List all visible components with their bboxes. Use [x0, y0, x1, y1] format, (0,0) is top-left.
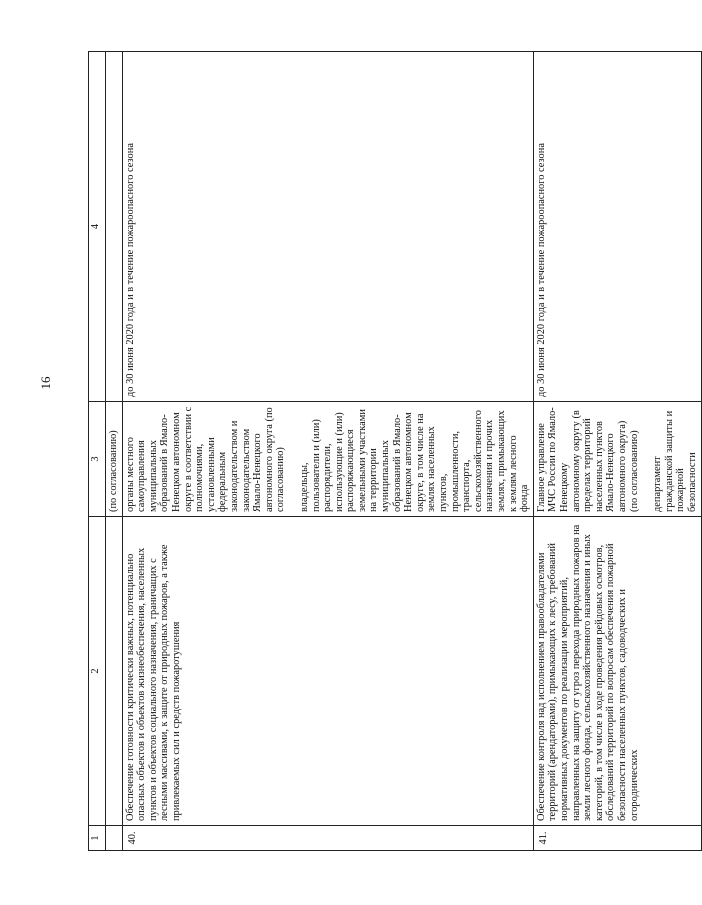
cell-empty	[106, 52, 123, 402]
header-col-4: 4	[89, 52, 106, 402]
header-col-1: 1	[89, 826, 106, 851]
row-deadline: до 30 июня 2020 года и в течение пожароопасного сезона	[533, 52, 701, 402]
measures-table	[88, 51, 702, 851]
table-row-continued	[106, 52, 123, 851]
page-number: 16	[38, 376, 53, 390]
row-description: Обеспечение готовности критически важных, потенциально опасных объектов и объектов жизнеобеспечения, населенных пунктов и объектов социального назначения, граничащих с лесными массивами, к защите от природных пожаров, а также привлекаемых сил и средств пожаротушения	[122, 517, 533, 826]
row-executors	[122, 402, 533, 517]
rotated-table-container	[88, 51, 698, 851]
cell-empty	[106, 826, 123, 851]
row-description: Обеспечение контроля над исполнением правообладателями территорий (арендаторами), примыкающих к лесу, требований нормативных документов по реализации мероприятий, направленных на защиту от угроз перехода природных пожаров на земли лесного фонда, сельскохозяйственного назначения и иных категорий, в том числе в ходе проведения рейдовых осмотров, обследований территорий по вопросам обеспечения пожарной безопасности населенных пунктов, садоводческих и огороднических	[533, 517, 701, 826]
header-col-2: 2	[89, 517, 106, 826]
row-executors	[533, 402, 701, 517]
cell-empty	[106, 517, 123, 826]
executor-text: департамент гражданской защиты и пожарной безопасности	[652, 410, 698, 512]
executor-text: органы местного самоуправления муниципальных образований в Ямало-Ненецком автономном округе в соответствии с полномочиями, установленными федеральным законодательством и законодательством Ямало-Ненецкого автономного округа (по согласованию)	[124, 406, 287, 512]
row-deadline: до 30 июня 2020 года и в течение пожароопасного сезона	[122, 52, 533, 402]
cell-continued-executor: (по согласованию)	[106, 402, 123, 517]
executor-text: владельцы, пользователи и (или) распорядители, использующие и (или) распоряжающиеся земельными участками на территории муниципальных образований в Ямало-Ненецком автономном округе, в том числе на землях населенных пунктов, промышленности, транспорта, сельскохозяйственного назначения и прочих землях, примыкающих к землям лесного фонда	[298, 409, 531, 512]
row-number: 40.	[122, 826, 533, 851]
table-row	[122, 52, 533, 851]
table-header-row	[89, 52, 106, 851]
executor-text: Главное управление МЧС России по Ямало-Ненецкому автономному округу (в пределах территорий населенных пунктов Ямало-Ненецкого автономного округа) (по согласованию)	[535, 407, 640, 512]
row-number: 41.	[533, 826, 701, 851]
table-row	[533, 52, 701, 851]
header-col-3: 3	[89, 402, 106, 517]
